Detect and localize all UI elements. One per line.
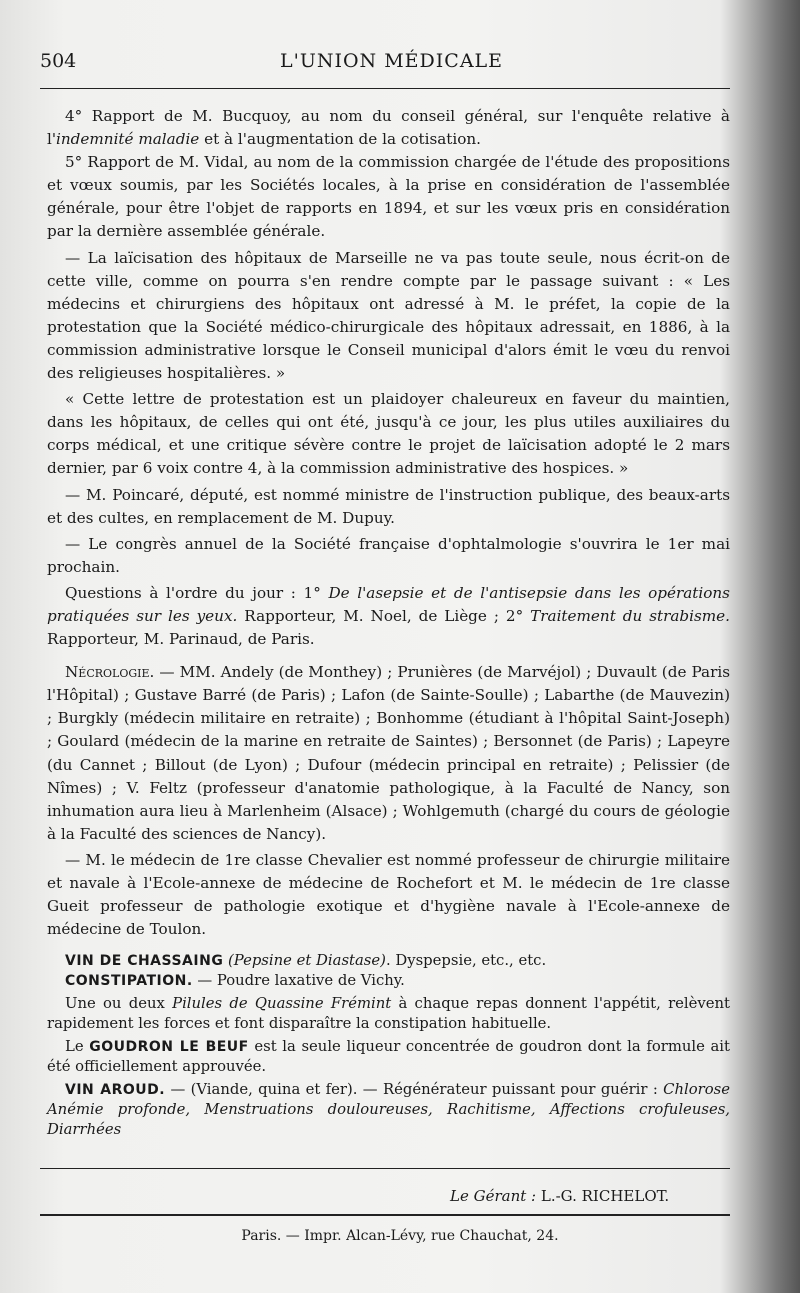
text-span: Traitement du strabisme.	[530, 606, 730, 625]
running-title: L'UNION MÉDICALE	[280, 50, 504, 72]
paragraph-questions	[47, 582, 730, 651]
page-number: 504	[40, 50, 77, 72]
text-span: indemnité maladie	[56, 130, 200, 149]
ad-heading: VIN AROUD.	[65, 1082, 166, 1099]
text-span: — MM. Andely (de Monthey) ; Prunières (de Marvéjol) ; Duvault (de Paris l'Hôpital) ; Gustave Barré (de Paris) ; Lafon (de Sainte-Soulle) ; Labarthe (de Mauvezin) ; Burgkly (médecin militaire en retraite) ; Bonhomme (étudiant à l'hôpital Saint-Joseph) ; Goulard (médecin de la marine en retraite de Saintes) ; Bersonnet (de Paris) ; Lapeyre (du Cannet ; Billout (de Lyon) ; Dufour (médecin principal en retraite) ; Pelissier (de Nîmes) ; V. Feltz (professeur d'anatomie pathologique, à la Faculté de Nancy, son inhumation aura lieu à Marlenheim (Alsace) ; Wohlgemuth (chargé du cours de géologie à la Faculté des sciences de Nancy).	[47, 663, 730, 843]
text-span: Questions à l'ordre du jour : 1°	[65, 583, 329, 602]
footer-rule-bottom	[40, 1214, 730, 1216]
text-span: Rapporteur, M. Parinaud, de Paris.	[47, 630, 315, 649]
ad-heading: VIN DE CHASSAING	[65, 953, 224, 970]
text-span: De l'asepsie et de l'antisepsie dans les opérations pratiquées sur les yeux.	[47, 583, 730, 625]
ad-quassine	[47, 994, 730, 1034]
footer-rule-top	[40, 1168, 730, 1169]
text-span: à chaque repas donnent l'appétit, relèvent rapidement les forces et font disparaître la constipation habituelle.	[47, 995, 730, 1033]
paragraph-rapport-4	[47, 105, 730, 151]
text-span: est la seule liqueur concentrée de goudron dont la formule ait été officiellement approuvée.	[47, 1038, 730, 1076]
text-span: Pilules de Quassine Frémint	[172, 995, 392, 1013]
ad-goudron	[47, 1037, 730, 1077]
paragraph-congres: — Le congrès annuel de la Société française d'ophtalmologie s'ouvrira le 1er mai prochain.	[47, 534, 730, 576]
printer-imprint: Paris. — Impr. Alcan-Lévy, rue Chauchat, 24.	[241, 1228, 559, 1244]
paragraph-laicisation: — La laïcisation des hôpitaux de Marseille ne va pas toute seule, nous écrit-on de cette ville, comme on pourra s'en rendre compte par le passage suivant : « Les médecins et chirurgiens des hôpitaux ont adressé à M. le préfet, la copie de la protestation que la Société médico-chirurgicale des hôpitaux adressait, en 1886, à la commission administrative lorsque le Conseil municipal d'alors émit le vœu du renvoi des religieuses hospitalières. »	[47, 248, 730, 383]
paragraph-poincare: — M. Poincaré, député, est nommé ministre de l'instruction publique, des beaux-arts et des cultes, en remplacement de M. Dupuy.	[47, 485, 730, 527]
text-span: Une ou deux	[65, 995, 173, 1013]
gerant-signature	[450, 1187, 669, 1205]
text-span: (Pepsine et Diastase)	[223, 952, 386, 970]
article-body	[47, 105, 730, 1140]
text-span: Le	[65, 1038, 90, 1056]
ad-heading: CONSTIPATION.	[65, 973, 193, 990]
text-span: Chlorose Anémie profonde, Menstruations douloureuses, Rachitisme, Affections crofuleuses, Diarrhées	[47, 1081, 730, 1139]
paragraph-necrologie	[47, 661, 730, 846]
text-span: — Poudre laxative de Vichy.	[192, 972, 405, 990]
page-header	[40, 50, 730, 80]
ad-vin-aroud	[47, 1080, 730, 1140]
ad-heading: GOUDRON LE BEUF	[89, 1039, 249, 1056]
paragraph-nominations: — M. le médecin de 1re classe Chevalier est nommé professeur de chirurgie militaire et navale à l'Ecole-annexe de médecine de Rochefort et M. le médecin de 1re classe Gueit professeur de pathologie exotique et d'hygiène navale à l'Ecole-annexe de médecine de Toulon.	[47, 850, 730, 939]
text-span: 4° Rapport de M. Bucquoy, au nom du conseil général, sur l'enquête relative à l'	[47, 107, 730, 149]
text-span: Le Gérant :	[450, 1187, 537, 1205]
text-span: Rapporteur, M. Noel, de Liège ; 2°	[237, 606, 531, 625]
advertisements	[47, 951, 730, 1140]
header-rule	[40, 88, 730, 89]
ad-vin-chassaing	[47, 951, 730, 971]
paragraph-protestation: « Cette lettre de protestation est un plaidoyer chaleureux en faveur du maintien, dans les hôpitaux, de celles qui ont été, jusqu'à ce jour, les plus utiles auxiliaires du corps médical, et une critique sévère contre le projet de laïcisation adopté le 2 mars dernier, par 6 voix contre 4, à la commission administrative des hospices. »	[47, 390, 730, 478]
text-span: . Dyspepsie, etc., etc.	[385, 952, 547, 970]
text-span: L.-G. RICHELOT.	[536, 1187, 670, 1205]
text-span: et à l'augmentation de la cotisation.	[199, 130, 482, 149]
paragraph-rapport-5: 5° Rapport de M. Vidal, au nom de la commission chargée de l'étude des propositions et vœux soumis, par les Sociétés locales, à la prise en considération de l'assemblée générale, pour être l'objet de rapports en 1894, et sur les vœux pris en considération par la dernière assemblée générale.	[47, 153, 730, 241]
ad-constipation	[47, 971, 730, 991]
section-label: Nécrologie.	[65, 663, 155, 682]
text-span: — (Viande, quina et fer). — Régénérateur puissant pour guérir :	[165, 1081, 664, 1099]
